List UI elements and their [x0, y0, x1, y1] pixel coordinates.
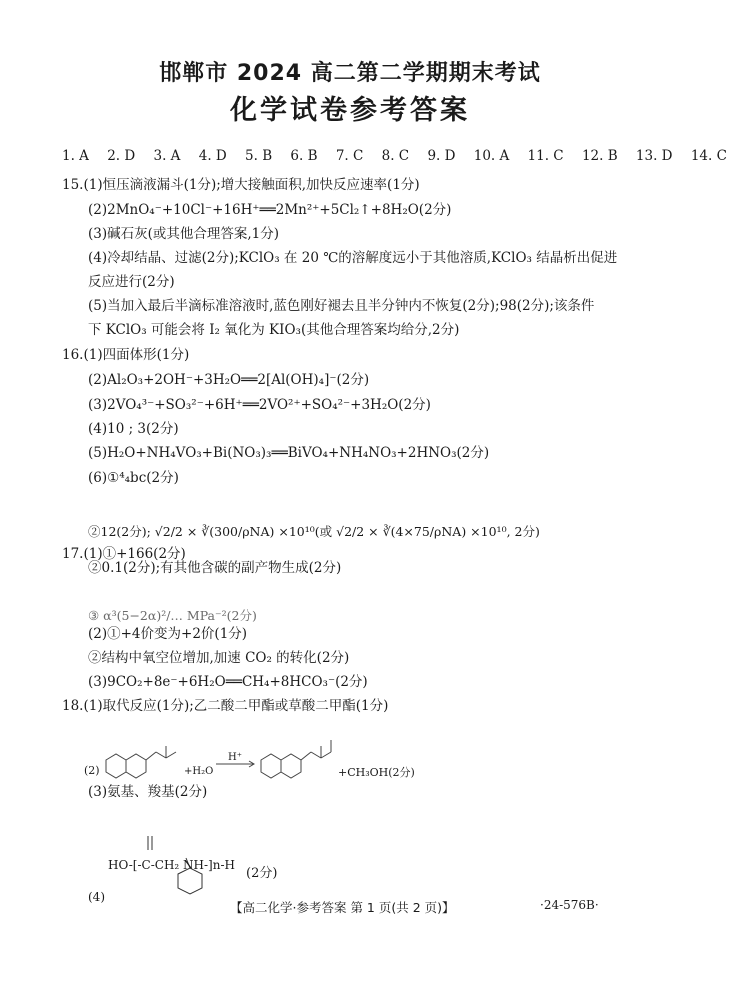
q15-part3: (3)碱石灰(或其他合理答案,1分)	[88, 226, 280, 242]
q16-part1: 16.(1)四面体形(1分)	[62, 347, 190, 363]
q17-part2-b: ②结构中氧空位增加,加速 CO₂ 的转化(2分)	[88, 650, 350, 666]
q16-part4: (4)10 ; 3(2分)	[88, 421, 179, 437]
exam-title: 邯郸市 2024 高二第二学期期末考试	[159, 61, 541, 86]
reaction-condition: H⁺	[228, 752, 242, 763]
q16-part6-density: ②12(2分); √2/2 × ∛(300/ρNA) ×10¹⁰(或 √2/2 × ∛(4×75/ρNA) ×10¹⁰, 2分)	[88, 524, 540, 539]
q16-part2: (2)Al₂O₃+2OH⁻+3H₂O══2[Al(OH)₄]⁻(2分)	[88, 372, 370, 388]
mcq-answer: 8. C	[381, 148, 410, 164]
q16-part5: (5)H₂O+NH₄VO₃+Bi(NO₃)₃══BiVO₄+NH₄NO₃+2HNO₃(2分)	[88, 445, 490, 461]
mcq-answers	[62, 148, 741, 164]
q16-part6: (6)①⁴₄bc(2分)	[88, 470, 179, 486]
mcq-answer: 12. B	[581, 148, 618, 164]
reagent-water: +H₂O	[184, 766, 214, 777]
q15-part1: 15.(1)恒压滴液漏斗(1分);增大接触面积,加快反应速率(1分)	[62, 177, 420, 193]
q17-part2: (2)①+4价变为+2价(1分)	[88, 626, 248, 642]
mcq-answer: 6. B	[290, 148, 318, 164]
exam-code: ·24-576B·	[540, 898, 599, 912]
q18-part1: 18.(1)取代反应(1分);乙二酸二甲酯或草酸二甲酯(1分)	[62, 698, 389, 714]
answer-key-title: 化学试卷参考答案	[230, 95, 470, 126]
product-methanol: +CH₃OH(2分)	[338, 766, 415, 779]
mcq-answer: 13. D	[635, 148, 673, 164]
mcq-answer: 2. D	[107, 148, 136, 164]
q17-part1-c: ③ α³(5−2α)²/… MPa⁻²(2分)	[88, 608, 257, 623]
mcq-answer: 11. C	[527, 148, 564, 164]
mcq-answer: 5. B	[245, 148, 273, 164]
mcq-answer: 7. C	[335, 148, 364, 164]
q17-part1-b: ②0.1(2分);有其他含碳的副产物生成(2分)	[88, 560, 342, 576]
q15-part2: (2)2MnO₄⁻+10Cl⁻+16H⁺══2Mn²⁺+5Cl₂↑+8H₂O(2分)	[88, 202, 452, 218]
page-footer: 【高二化学·参考答案 第 1 页(共 2 页)】	[230, 900, 455, 915]
mcq-answer: 1. A	[62, 148, 89, 164]
q17-part3: (3)9CO₂+8e⁻+6H₂O══CH₄+8HCO₃⁻(2分)	[88, 674, 368, 690]
polymer-score: (2分)	[246, 866, 278, 881]
mcq-answer: 4. D	[198, 148, 227, 164]
q18-part2-label: (2)	[84, 764, 100, 777]
q17-part1: 17.(1)①+166(2分)	[62, 546, 186, 562]
mcq-answer: 10. A	[473, 148, 510, 164]
mcq-answer: 3. A	[153, 148, 181, 164]
q15-part5: (5)当加入最后半滴标准溶液时,蓝色刚好褪去且半分钟内不恢复(2分);98(2分);该条件	[88, 298, 595, 314]
mcq-answer: 14. C	[690, 148, 727, 164]
q15-part4-cont: 反应进行(2分)	[88, 274, 175, 290]
polymer-formula: HO-[-C-CH₂ NH-]n-H	[108, 858, 235, 872]
q18-part4-label: (4)	[88, 890, 105, 904]
mcq-answer: 9. D	[427, 148, 456, 164]
q15-part5-cont: 下 KClO₃ 可能会将 I₂ 氧化为 KIO₃(其他合理答案均给分,2分)	[88, 322, 460, 338]
q18-part3: (3)氨基、羧基(2分)	[88, 784, 208, 800]
q16-part3: (3)2VO₄³⁻+SO₃²⁻+6H⁺══2VO²⁺+SO₄²⁻+3H₂O(2分)	[88, 397, 431, 413]
q15-part4: (4)冷却结晶、过滤(2分);KClO₃ 在 20 ℃的溶解度远小于其他溶质,KClO₃ 结晶析出促进	[88, 250, 618, 266]
